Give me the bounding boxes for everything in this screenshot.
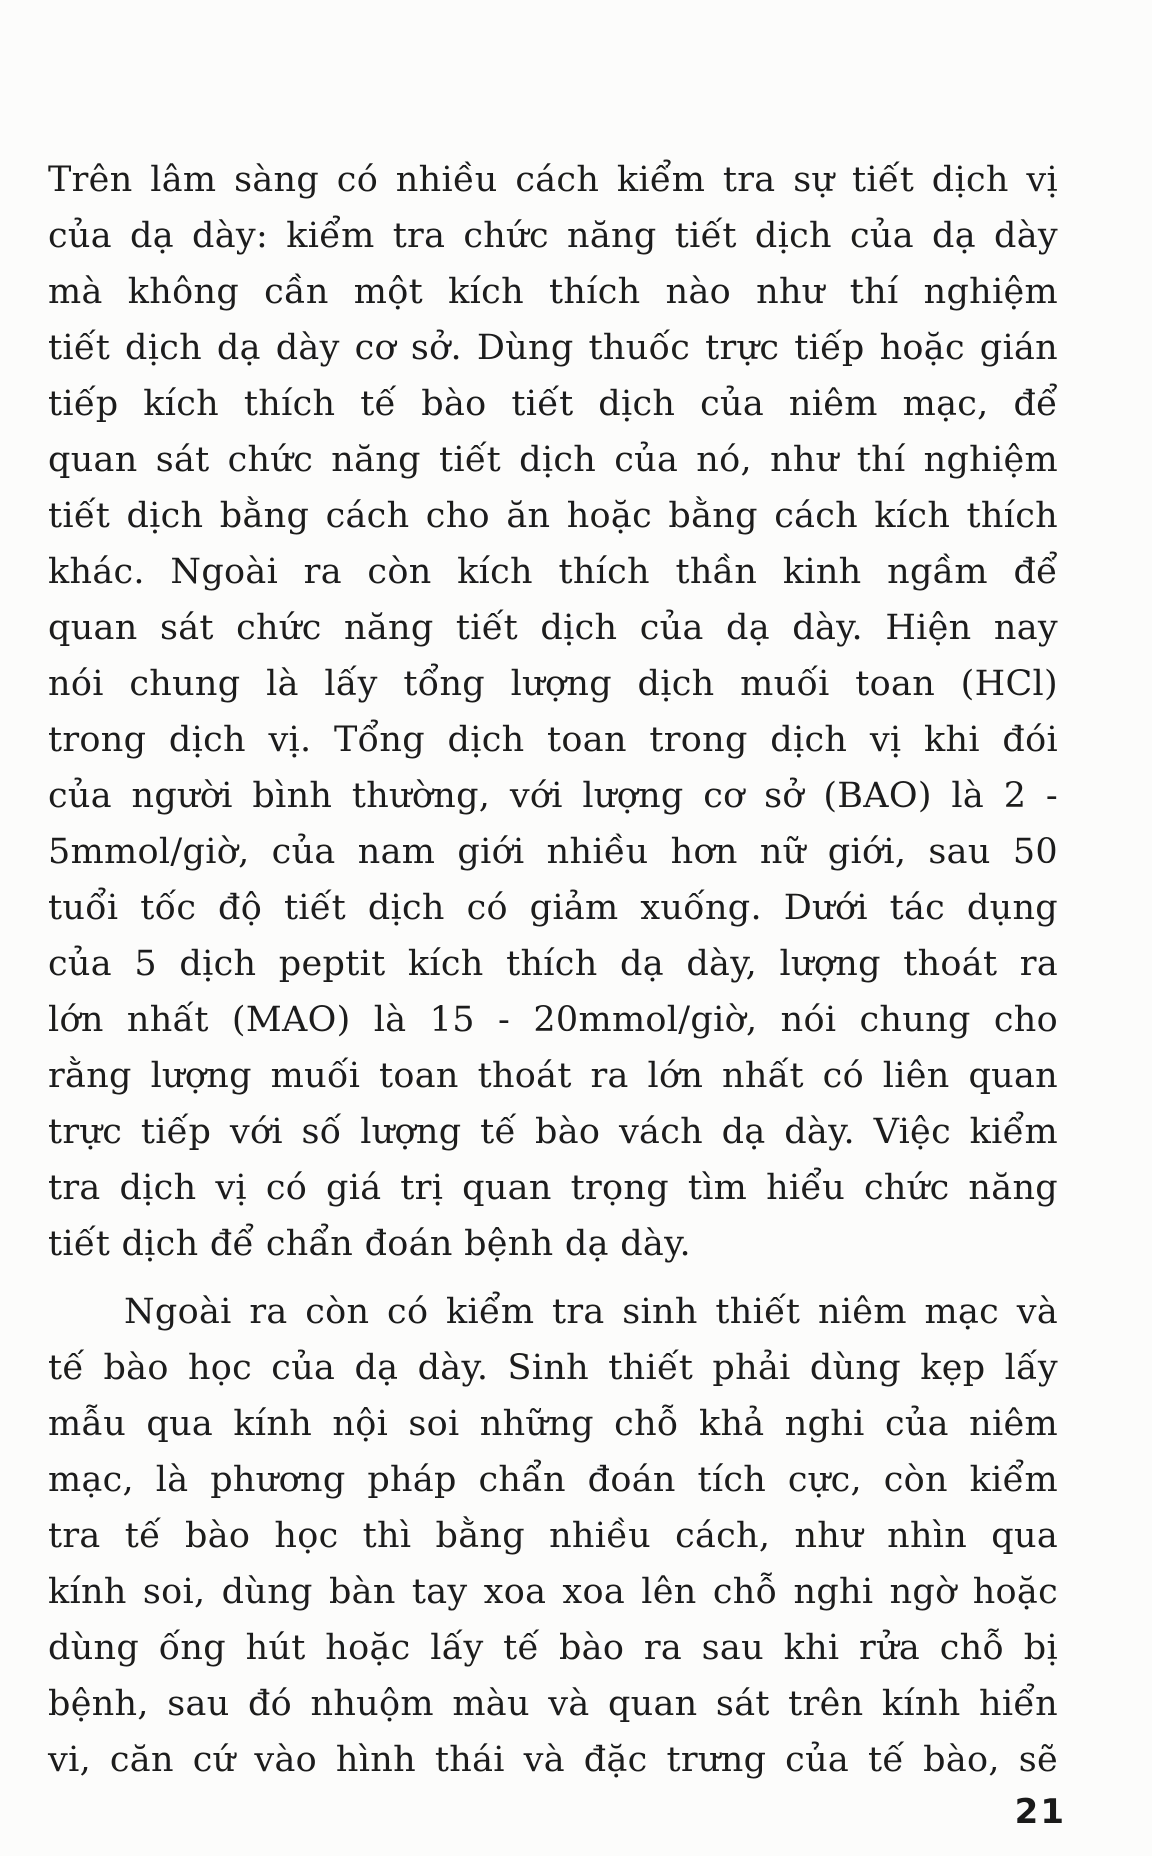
text-line: 5mmol/giờ, của nam giới nhiều hơn nữ giới, sau 50 — [48, 832, 1058, 872]
text-line: lớn nhất (MAO) là 15 - 20mmol/giờ, nói chung cho — [48, 1000, 1058, 1040]
text-line: tra dịch vị có giá trị quan trọng tìm hiểu chức năng — [48, 1168, 1058, 1208]
text-line: quan sát chức năng tiết dịch của dạ dày. Hiện nay — [48, 608, 1058, 648]
body-text — [48, 152, 1058, 1788]
text-line: quan sát chức năng tiết dịch của nó, như thí nghiệm — [48, 440, 1058, 480]
text-line: vi, căn cứ vào hình thái và đặc trưng của tế bào, sẽ — [48, 1740, 1058, 1780]
text-line: khác. Ngoài ra còn kích thích thần kinh ngầm để — [48, 552, 1058, 592]
text-line: Ngoài ra còn có kiểm tra sinh thiết niêm mạc và — [124, 1292, 1058, 1332]
text-line: tiết dịch để chẩn đoán bệnh dạ dày. — [48, 1224, 691, 1264]
text-line: mạc, là phương pháp chẩn đoán tích cực, còn kiểm — [48, 1460, 1058, 1500]
text-line: rằng lượng muối toan thoát ra lớn nhất có liên quan — [48, 1056, 1058, 1096]
text-line: mẫu qua kính nội soi những chỗ khả nghi của niêm — [48, 1404, 1058, 1444]
text-line: Trên lâm sàng có nhiều cách kiểm tra sự tiết dịch vị — [48, 160, 1058, 200]
paragraph-gap — [48, 1272, 1058, 1284]
text-line: tế bào học của dạ dày. Sinh thiết phải dùng kẹp lấy — [48, 1348, 1058, 1388]
text-line: tuổi tốc độ tiết dịch có giảm xuống. Dưới tác dụng — [48, 888, 1058, 928]
text-line: mà không cần một kích thích nào như thí nghiệm — [48, 272, 1058, 312]
text-line: trực tiếp với số lượng tế bào vách dạ dày. Việc kiểm — [48, 1112, 1058, 1152]
paragraph-1 — [48, 152, 1058, 1272]
text-line: của 5 dịch peptit kích thích dạ dày, lượng thoát ra — [48, 944, 1058, 984]
text-line: của người bình thường, với lượng cơ sở (BAO) là 2 - — [48, 776, 1058, 816]
text-line: tiết dịch dạ dày cơ sở. Dùng thuốc trực tiếp hoặc gián — [48, 328, 1058, 368]
text-line: tra tế bào học thì bằng nhiều cách, như nhìn qua — [48, 1516, 1058, 1556]
text-line: dùng ống hút hoặc lấy tế bào ra sau khi rửa chỗ bị — [48, 1628, 1058, 1668]
text-line: của dạ dày: kiểm tra chức năng tiết dịch của dạ dày — [48, 216, 1058, 256]
text-line: trong dịch vị. Tổng dịch toan trong dịch vị khi đói — [48, 720, 1058, 760]
page-number: 21 — [1014, 1792, 1066, 1832]
text-line: tiết dịch bằng cách cho ăn hoặc bằng cách kích thích — [48, 496, 1058, 536]
text-line: tiếp kích thích tế bào tiết dịch của niêm mạc, để — [48, 384, 1058, 424]
text-line: bệnh, sau đó nhuộm màu và quan sát trên kính hiển — [48, 1684, 1058, 1724]
paragraph-2 — [48, 1284, 1058, 1788]
text-line: kính soi, dùng bàn tay xoa xoa lên chỗ nghi ngờ hoặc — [48, 1572, 1058, 1612]
text-line: nói chung là lấy tổng lượng dịch muối toan (HCl) — [48, 664, 1058, 704]
